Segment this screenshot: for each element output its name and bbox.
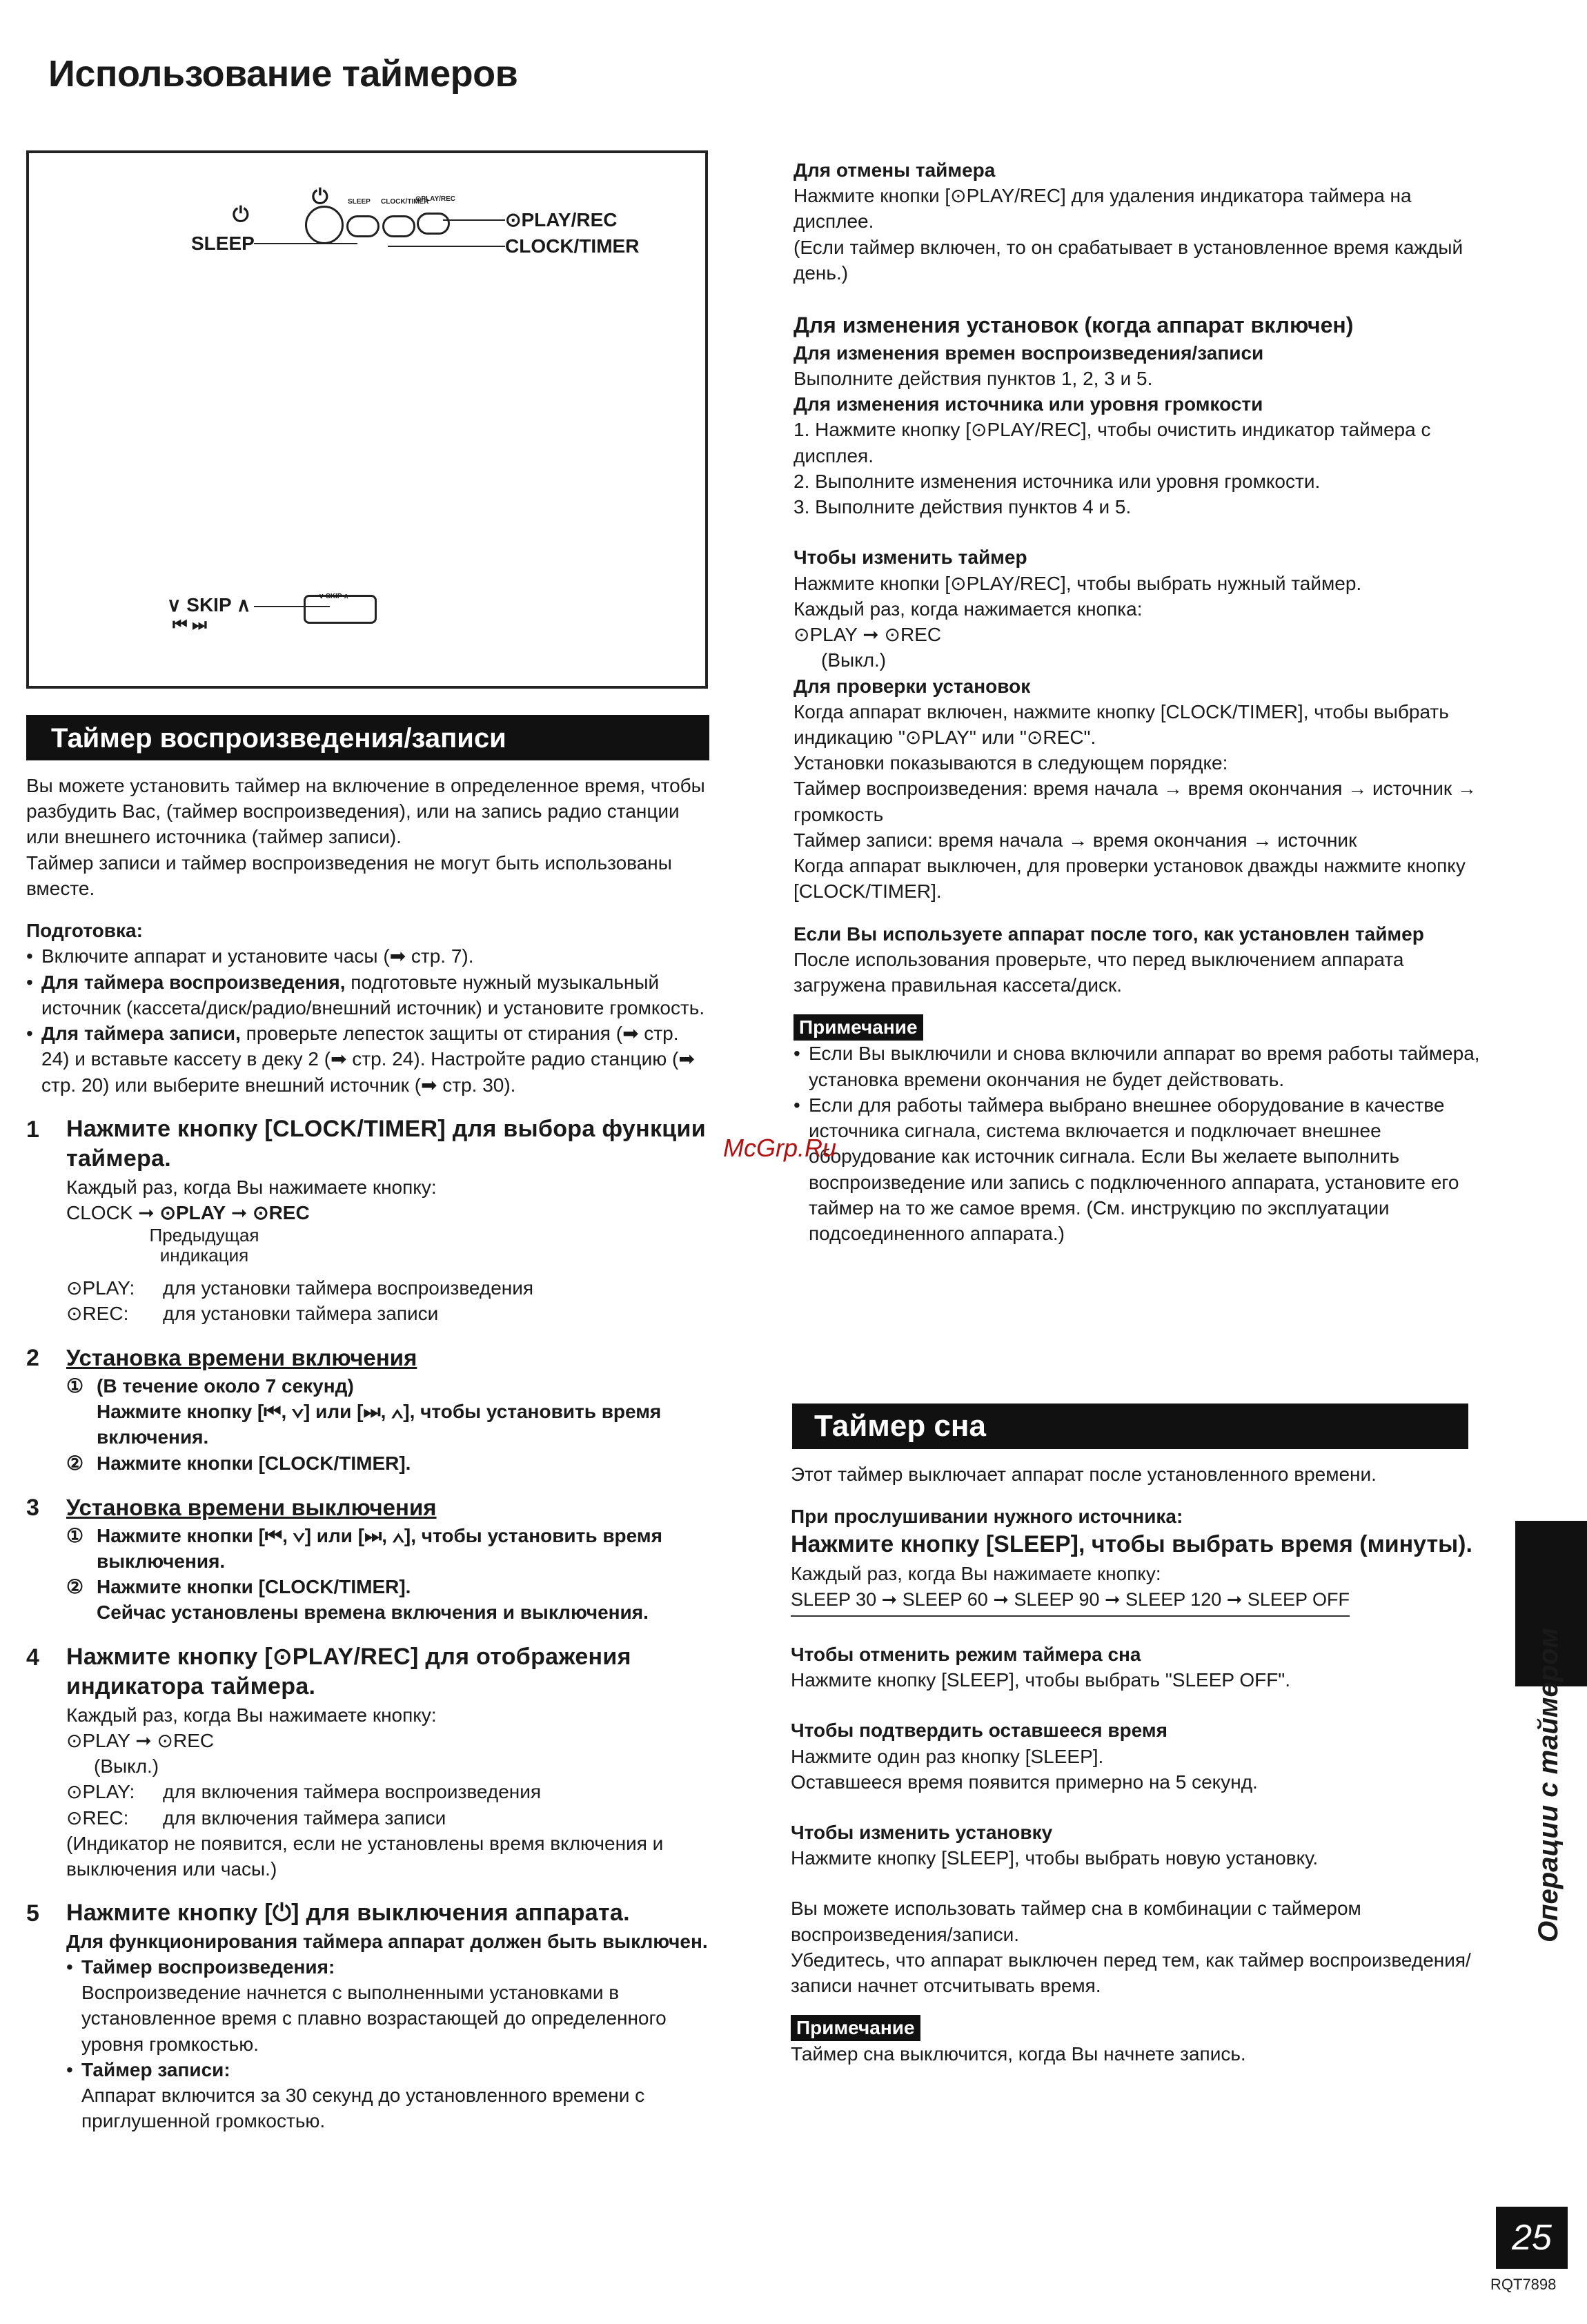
cancel-text: (Если таймер включен, то он срабатывает в установленное время каждый день.): [793, 236, 1463, 284]
skip-arrows-label: ⏮ ⏭: [172, 616, 207, 634]
playrec-label: ⊙PLAY/REC: [505, 209, 618, 230]
playrec-sequence: ⊙PLAY ➞ ⊙REC: [66, 1729, 215, 1751]
change-src-step: 2. Выполните изменения источника или уровня громкости.: [793, 470, 1321, 492]
playrec-timer-banner: Таймер воспроизведения/записи: [26, 715, 709, 760]
page-number: 25: [1496, 2207, 1568, 2269]
step-title: Нажмите кнопку [⊙PLAY/REC] для отображения индикатора таймера.: [66, 1643, 631, 1700]
sleep-cancel-text: Нажмите кнопку [SLEEP], чтобы выбрать "SLEEP OFF".: [791, 1669, 1291, 1691]
step-number: 3: [26, 1494, 39, 1521]
list-item: • Таймер записи: Аппарат включится за 30 секунд до установленного времени с приглушенной громкостью.: [66, 2057, 709, 2134]
document-code: RQT7898: [1490, 2276, 1557, 2293]
intro-text-2: Таймер записи и таймер воспроизведения не могут быть использованы вместе.: [26, 851, 672, 899]
side-label: Операции с таймером: [1533, 1627, 1564, 1942]
after-text: После использования проверьте, что перед выключением аппарата загружена правильная кассета/диск.: [793, 948, 1404, 996]
check-text: Когда аппарат выключен, для проверки установок дважды нажмите кнопку [CLOCK/TIMER].: [793, 855, 1466, 903]
cancel-text: Нажмите кнопки [⊙PLAY/REC] для удаления индикатора таймера на дисплее.: [793, 185, 1412, 233]
change-src-step: 1. Нажмите кнопку [⊙PLAY/REC], чтобы очистить индикатор таймера с дисплея.: [793, 419, 1431, 466]
list-item: • Таймер воспроизведения: Воспроизведение начнется с выполненными установками в установленное время с плавно возрастающей до определенного уровня громкостью.: [66, 1954, 709, 2057]
watermark: McGrp.Ru: [723, 1134, 837, 1162]
prep-title: Подготовка:: [26, 920, 143, 942]
mode-desc: ⊙REC: для включения таймера записи: [66, 1806, 446, 1829]
skip-label: ∨ SKIP ∧: [167, 594, 251, 616]
left-column: [26, 773, 709, 2134]
substep: ① (В течение около 7 секунд) Нажмите кнопку [⏮, ∨] или [⏭, ∧], чтобы установить время включения.: [66, 1375, 662, 1448]
switch-title: Чтобы изменить таймер: [793, 546, 1027, 569]
step-number: 1: [26, 1116, 39, 1143]
check-text: Таймер воспроизведения: время начала → время окончания → источник → громкость: [793, 778, 1477, 825]
substep: ② Нажмите кнопки [CLOCK/TIMER].: [66, 1452, 411, 1474]
sleep-combo-text: Убедитесь, что аппарат выключен перед тем, как таймер воспроизведения/записи начнет отсчитывать время.: [791, 1949, 1471, 1997]
switch-sequence: ⊙PLAY ➞ ⊙REC: [793, 624, 942, 646]
step-2: [26, 1343, 709, 1476]
off-indication: (Выкл.): [821, 649, 887, 671]
step-text: Каждый раз, когда Вы нажимаете кнопку:: [66, 1176, 437, 1198]
power-icon: ⏻: [233, 204, 249, 226]
sleep-label: SLEEP: [191, 233, 255, 254]
right-column: [793, 157, 1483, 1246]
change-times-title: Для изменения времен воспроизведения/записи: [793, 342, 1264, 364]
sleep-combo-text: Вы можете использовать таймер сна в комбинации с таймером воспроизведения/записи.: [791, 1898, 1361, 1945]
mode-desc: ⊙PLAY: для включения таймера воспроизведения: [66, 1781, 542, 1803]
substep: ② Нажмите кнопки [CLOCK/TIMER]. Сейчас установлены времена включения и выключения.: [66, 1576, 649, 1624]
step-1: [26, 1114, 709, 1326]
note-text: Таймер сна выключится, когда Вы начнете запись.: [791, 2043, 1246, 2065]
sleep-column: [791, 1461, 1483, 2067]
sleep-confirm-title: Чтобы подтвердить оставшееся время: [791, 1720, 1167, 1742]
mode-desc: ⊙PLAY: для установки таймера воспроизведения: [66, 1277, 534, 1299]
check-title: Для проверки установок: [793, 675, 1031, 697]
change-title: Для изменения установок (когда аппарат включен): [793, 313, 1354, 338]
sleep-press: Нажмите кнопку [SLEEP], чтобы выбрать время (минуты).: [791, 1531, 1472, 1558]
prep-item: • Включите аппарат и установите часы (➡ стр. 7).: [26, 943, 709, 969]
tiny-skip-label: ∨ SKIP ∧: [319, 593, 349, 600]
tiny-clock-label: CLOCK/TIMER: [381, 198, 429, 206]
step-4: [26, 1642, 709, 1882]
change-times-text: Выполните действия пунктов 1, 2, 3 и 5.: [793, 367, 1153, 389]
step-note: (Индикатор не появится, если не установлены время включения и выключения или часы.): [66, 1832, 664, 1880]
note-item: • Если для работы таймера выбрано внешнее оборудование в качестве источника сигнала, система включается и подключает внешнее оборудование как источник сигнала. Если Вы желаете выполнить воспроизведение или запись с подключенного аппарата, установите его таймер на то же самое время. (См. инструкцию по эксплуатации подсоединенного аппарата.): [793, 1092, 1483, 1246]
cancel-title: Для отмены таймера: [793, 159, 996, 181]
prep-list: [26, 943, 709, 1097]
sleep-change-title: Чтобы изменить установку: [791, 1822, 1053, 1843]
step-title: Нажмите кнопку [CLOCK/TIMER] для выбора функции таймера.: [66, 1115, 706, 1172]
step-title: Установка времени включения: [66, 1344, 417, 1370]
prep-item: • Для таймера воспроизведения, подготовьте нужный музыкальный источник (кассета/диск/радио/внешний источник) и установите громкость.: [26, 969, 709, 1021]
sleep-cancel-title: Чтобы отменить режим таймера сна: [791, 1643, 1141, 1665]
switch-text: Нажмите кнопки [⊙PLAY/REC], чтобы выбрать нужный таймер.: [793, 572, 1362, 594]
step-number: 4: [26, 1644, 39, 1671]
check-text: Когда аппарат включен, нажмите кнопку [CLOCK/TIMER], чтобы выбрать индикацию "⊙PLAY" или "⊙REC".: [793, 700, 1449, 748]
tiny-play-label: ⊙PLAY/REC: [415, 195, 456, 203]
clock-button-shape: [382, 215, 415, 237]
intro-text: Вы можете установить таймер на включение в определенное время, чтобы разбудить Вас, (таймер воспроизведения), или на запись радио станции или внешнего источника (таймер записи).: [26, 775, 705, 848]
check-text: Таймер записи: время начала → время окончания → источник: [793, 829, 1357, 851]
sleep-button-shape: [346, 215, 379, 237]
clock-sequence: CLOCK ➞ ⊙PLAY ➞ ⊙REC: [66, 1202, 310, 1224]
off-indication: (Выкл.): [94, 1755, 159, 1778]
check-text: Установки показываются в следующем порядке:: [793, 752, 1228, 774]
step-3: [26, 1493, 709, 1626]
step-subtitle: Для функционирования таймера аппарат должен быть выключен.: [66, 1930, 708, 1952]
note-list: [793, 1041, 1483, 1246]
substep: ① Нажмите кнопки [⏮, ∨] или [⏭, ∧], чтобы установить время выключения.: [66, 1524, 662, 1572]
power-icon-small: ⏻: [312, 186, 328, 208]
tiny-sleep-label: SLEEP: [348, 198, 371, 206]
playrec-button-shape: [417, 213, 450, 235]
change-src-title: Для изменения источника или уровня громкости: [793, 393, 1263, 415]
timer-behaviour-list: [66, 1954, 709, 2134]
step-title: Нажмите кнопку [⏻] для выключения аппарата.: [66, 1900, 630, 1927]
mode-desc: ⊙REC: для установки таймера записи: [66, 1302, 439, 1324]
prep-item: • Для таймера записи, проверьте лепесток защиты от стирания (➡ стр. 24) и вставьте кассету в деку 2 (➡ стр. 24). Настройте радио станцию (➡ стр. 20) или выберите внешний источник (➡ стр. 30).: [26, 1021, 709, 1098]
note-badge: Примечание: [791, 2015, 920, 2041]
sleep-confirm-text: Оставшееся время появится примерно на 5 секунд.: [791, 1771, 1258, 1793]
page-title: Использование таймеров: [48, 53, 518, 95]
step-number: 2: [26, 1344, 39, 1371]
step-number: 5: [26, 1900, 39, 1927]
sleep-listen: При прослушивании нужного источника:: [791, 1506, 1183, 1528]
sleep-chain: SLEEP 30 ➞ SLEEP 60 ➞ SLEEP 90 ➞ SLEEP 120 ➞ SLEEP OFF: [791, 1588, 1350, 1617]
remote-diagram: [26, 150, 708, 689]
previous-indication: Предыдущая индикация: [149, 1225, 259, 1266]
step-5: [26, 1898, 709, 2134]
clock-timer-label: CLOCK/TIMER: [505, 235, 640, 257]
step-title: Установка времени выключения: [66, 1494, 437, 1520]
note-badge: Примечание: [793, 1014, 923, 1041]
sleep-intro: Этот таймер выключает аппарат после установленного времени.: [791, 1464, 1377, 1485]
sleep-each: Каждый раз, когда Вы нажимаете кнопку:: [791, 1562, 1161, 1584]
sleep-change-text: Нажмите кнопку [SLEEP], чтобы выбрать новую установку.: [791, 1847, 1319, 1869]
sleep-timer-banner: Таймер сна: [792, 1404, 1468, 1449]
after-title: Если Вы используете аппарат после того, как установлен таймер: [793, 923, 1424, 945]
switch-text: Каждый раз, когда нажимается кнопка:: [793, 598, 1143, 620]
sleep-confirm-text: Нажмите один раз кнопку [SLEEP].: [791, 1745, 1104, 1767]
note-item: • Если Вы выключили и снова включили аппарат во время работы таймера, установка времени окончания не будет действовать.: [793, 1041, 1483, 1092]
step-text: Каждый раз, когда Вы нажимаете кнопку:: [66, 1704, 437, 1726]
change-src-step: 3. Выполните действия пунктов 4 и 5.: [793, 496, 1132, 518]
power-button-shape: [305, 206, 344, 244]
